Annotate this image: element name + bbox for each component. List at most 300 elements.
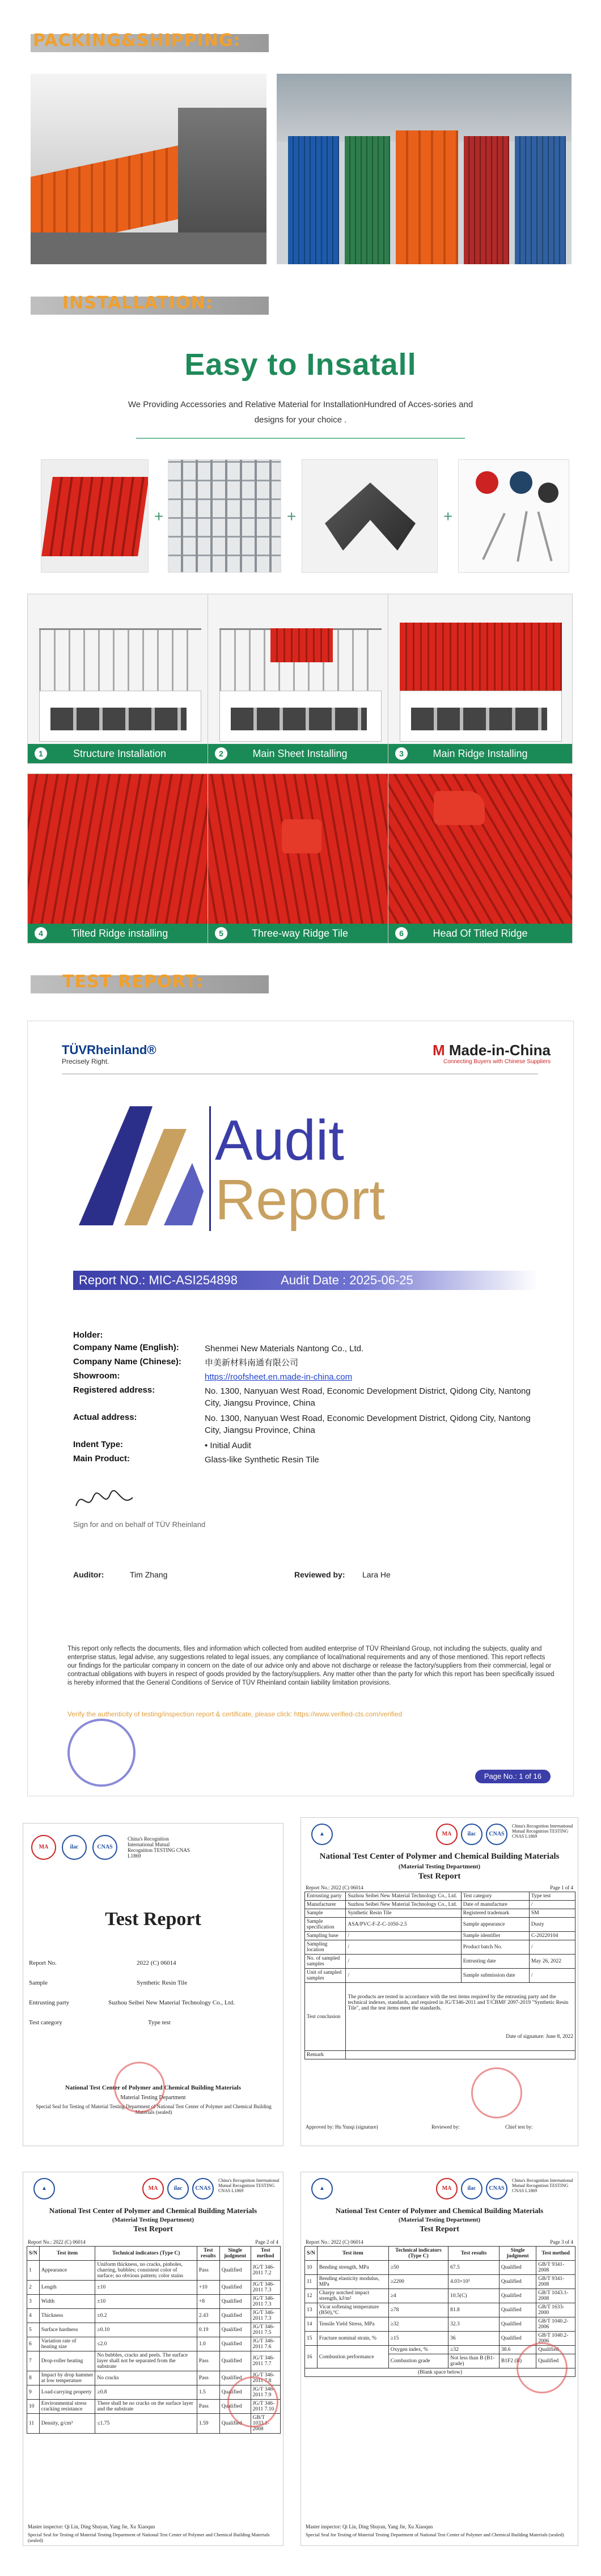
table-cell: Qualified [219,2281,251,2295]
table-cell: Qualified [499,2332,536,2346]
table-cell: Pass [197,2371,219,2385]
table-cell: ≥78 [388,2303,448,2317]
table-row [27,2323,281,2337]
seal-note: Special Seal for Testing of Material Testing Department of National Test Center of Polymer and Chemical Building Materials (sealed) [28,2532,270,2543]
tuv-tagline: Precisely Right. [62,1058,109,1065]
table-cell: ≤1.75 [95,2414,197,2434]
field-value: Glass-like Synthetic Resin Tile [205,1455,319,1465]
table-cell: Qualified [499,2289,536,2303]
page-number: Page No.: 1 of 16 [475,1770,551,1783]
table-cell: 10 [27,2400,40,2414]
table-cell: Qualified [219,2309,251,2323]
table-cell: 10.5(C) [448,2289,500,2303]
table-cell: 32.3 [448,2317,500,2332]
table-cell: Drop-roller heating [39,2351,95,2371]
table-cell: JG/T 346-2011 7.3 [251,2309,280,2323]
table-cell: JG/T 346-2011 7.8 [251,2371,280,2385]
table-cell: 4.03×10³ [448,2275,500,2289]
divider [209,1106,211,1231]
table-cell: 38.6 [499,2346,536,2354]
table-cell: Test method [536,2247,575,2261]
easy-install-subtitle: We Providing Accessories and Relative Material for InstallationHundred of Acces-sories and designs for your choice . [128,400,473,425]
table-cell: Qualified [219,2414,251,2434]
ma-badge: MA [436,1824,458,1845]
table-cell: 1.0 [197,2337,219,2351]
table-cell: 1.5 [197,2385,219,2400]
audit-date: Audit Date : 2025-06-25 [281,1273,413,1287]
step-number: 2 [215,747,227,760]
table-cell: 1.59 [197,2414,219,2434]
table-cell: ≥2200 [388,2275,448,2289]
table-cell: Manufacturer [305,1901,346,1909]
cnas-badge: CNAS [486,1824,507,1845]
signature-caption: Sign for and on behalf of TÜV Rheinland [73,1520,206,1529]
table-cell: Suzhou Seibei New Material Technology Co., Ltd. [346,1892,461,1901]
table-cell: Surface hardness [39,2323,95,2337]
field-label: Registered address: [73,1385,155,1395]
table-cell: GB/T 1040.2-2006 [536,2332,575,2346]
field-label: Actual address: [73,1412,137,1422]
table-cell: ±0.2 [95,2309,197,2323]
table-row [305,2275,575,2289]
table-cell: Unit of sampled samples [305,1969,346,1983]
test-report-title: Test Report [105,1909,201,1930]
field-value: Suzhou Seibei New Material Technology Co., Ltd. [108,1999,235,2006]
installation-title: INSTALLATION: [62,293,213,313]
table-cell: 1 [27,2261,40,2281]
table-cell: / [346,1932,461,1940]
table-row [27,2281,281,2295]
center-logo: ▲ [33,2178,55,2199]
test-report-page-3 [300,2172,578,2546]
field-label: Company Name (Chinese): [73,1357,181,1367]
table-header-row [27,2247,281,2261]
table-cell: GB/T 1633-2000 [536,2303,575,2317]
department-name: (Material Testing Department) [398,1863,481,1870]
report-number: Report NO.: MIC-ASI254898 [79,1273,238,1287]
table-cell: Load-carrying property [39,2385,95,2400]
center-name: National Test Center of Polymer and Chemical Building Materials [49,2206,257,2215]
step-card-5 [208,773,392,944]
table-cell: There shall be no cracks on the surface layer and the substrate [95,2400,197,2414]
packing-photo-warehouse [277,74,572,264]
table-cell: JG/T 346-2011 7.3 [251,2295,280,2309]
table-cell: Registered trademark [461,1909,529,1918]
table-cell: Technical indicators (Type C) [388,2247,448,2261]
cnas-note: China's Recognition International Mutual Recognition TESTING CNAS L1869 [218,2178,280,2193]
test-title: TEST REPORT: [62,972,204,992]
field-value: • Initial Audit [205,1441,251,1450]
table-cell: Sample [305,1909,346,1918]
table-cell: GB/T 9341-2008 [536,2261,575,2275]
table-cell: Qualified [219,2371,251,2385]
ilac-badge: ilac [62,1835,87,1860]
table-cell: Qualified [499,2317,536,2332]
table-row [27,2261,281,2281]
table-cell: No bubbles, cracks and peels. The surface layer shall not be separated from the substrate [95,2351,197,2371]
ma-badge: MA [142,2178,164,2199]
table-cell: 10 [305,2261,318,2275]
table-cell: Synthetic Resin Tile [346,1909,461,1918]
auditor-name: Tim Zhang [130,1570,168,1579]
audit-word: Audit [215,1109,344,1172]
table-cell: Combustion performance [317,2346,388,2368]
plus-icon: + [443,507,453,525]
table-cell: Test item [317,2247,388,2261]
field-value: No. 1300, Nanyuan West Road, Economic Development District, Qidong City, Nantong City, Jiangsu Province, China [205,1414,531,1435]
accessory-photo-sheet [41,459,149,573]
table-cell: 16 [305,2346,318,2368]
table-cell: +10 [197,2281,219,2295]
table-cell: / [529,1940,575,1955]
table-cell: Charpy notched impact strength, kJ/m² [317,2289,388,2303]
table-row [305,1932,575,1940]
table-cell: Qualified [219,2323,251,2337]
table-cell: Sampling base [305,1932,346,1940]
table-cell: Technical indicators (Type C) [95,2247,197,2261]
table-row [305,2303,575,2317]
table-cell: 9 [27,2385,40,2400]
table-cell: ≥15 [388,2332,448,2346]
table-cell: 81.8 [448,2303,500,2317]
report-word: Report [215,1168,386,1232]
table-cell: 13 [305,2303,318,2317]
department-name: (Material Testing Department) [112,2217,194,2223]
table-row [305,2261,575,2275]
table-cell: 7 [27,2351,40,2371]
table-cell: S/N [305,2247,318,2261]
table-row [305,1969,575,1983]
approved-by: Approved by: Hu Yunqi (signature) [306,2124,378,2130]
table-cell: Test category [461,1892,529,1901]
table-cell: Impact by drop hammer at low temperature [39,2371,95,2385]
table-cell: Sample submission date [461,1969,529,1983]
field-label: Report No. [29,1960,57,1966]
table-row [305,1901,575,1909]
table-header-row [305,2247,575,2261]
table-cell: Combustion grade [388,2354,448,2368]
test-report-page-2 [23,2172,283,2546]
table-cell: Test item [39,2247,95,2261]
table-cell: Appearance [39,2261,95,2281]
table-row [305,1983,575,2051]
table-cell: Width [39,2295,95,2309]
table-row [305,1940,575,1955]
table-cell: 5 [27,2323,40,2337]
made-in-china-logo: M Made-in-China [432,1042,551,1059]
step-number: 6 [395,927,408,940]
seal-note: Special Seal for Testing of Material Testing Department of National Test Center of Polymer and Chemical Building Materials (sealed) [36,2104,272,2115]
table-cell: 2 [27,2281,40,2295]
table-cell: Dusty [529,1918,575,1932]
reviewed-by: Reviewed by: [431,2124,460,2130]
seal-note: Special Seal for Testing of Material Testing Department of National Test Center of Polymer and Chemical Building Materials (sealed) [306,2532,564,2537]
table-row [27,2351,281,2371]
table-cell: Test results [197,2247,219,2261]
auditor-label: Auditor: [73,1570,104,1579]
table-cell: 0.19 [197,2323,219,2337]
ma-badge: MA [31,1835,56,1860]
table-row [305,1909,575,1918]
step-caption: 3 Main Ridge Installing [388,744,572,763]
table-row [305,1955,575,1969]
red-stamp [114,2062,165,2113]
red-stamp [227,2376,278,2427]
table-cell: Sample appearance [461,1918,529,1932]
table-cell: +8 [197,2295,219,2309]
report-no: Report No.: 2022 (C) 06014 [306,1885,363,1890]
step-card-3 [388,594,573,764]
table-cell: 11 [27,2414,40,2434]
table-cell: GB/T 9341-2008 [536,2275,575,2289]
table-cell: Qualified [499,2275,536,2289]
table-cell: Type test [529,1892,575,1901]
table-cell: Qualified [536,2354,575,2368]
table-cell: ±10 [95,2295,197,2309]
table-cell: Suzhou Seibei New Material Technology Co., Ltd. [346,1901,461,1909]
field-label: Entrusting party [29,1999,70,2006]
field-label: Indent Type: [73,1440,124,1449]
center-name: National Test Center of Polymer and Chemical Building Materials [65,2084,242,2091]
table-cell: GB/T 1040.2-2006 [536,2317,575,2332]
info-table [304,1892,575,2059]
table-cell [346,2051,575,2059]
field-value: Shenmei New Materials Nantong Co., Ltd. [205,1344,364,1353]
center-logo: ▲ [311,2178,333,2199]
doc-title: Test Report [418,1872,461,1881]
table-cell: Oxygen index, % [388,2346,448,2354]
page-no: Page 3 of 4 [550,2239,573,2245]
ma-badge: MA [436,2178,458,2199]
table-cell: ≥32 [388,2317,448,2332]
verify-link[interactable]: Verify the authenticity of testing/inspection report & certificate, please click: https://www.verified-cts.com/verified [67,1710,403,1718]
table-cell: GB/T 1043.1-2008 [536,2289,575,2303]
table-cell: Qualified [499,2303,536,2317]
table-cell: S/N [27,2247,40,2261]
table-cell: May 26, 2022 [529,1955,575,1969]
disclaimer-text: This report only reflects the documents, files and information which collected from audited enterprise of TÜV Rheinland Group, not including the subjects, quality and enterprise status, legal advise, any suggestions related to legal issues, any compliance of local/national requirements and any of those mentioned. This report reflects our findings for the particular company in concern on the date of our advice only and above not discharge or release the factory/suppliers from their commercial, legal or contractual obligations with buyers in respect of goods provided by the factory/suppliers. Any matter other than the party for which this report has been specifically issued is hereby informed that the General Conditions of Service of TÜV Rheinland contain liability limitation provisions. [67,1646,555,1686]
center-name: National Test Center of Polymer and Chemical Building Materials [335,2206,544,2215]
table-cell: Qualified [219,2385,251,2400]
table-cell: ≥4 [388,2289,448,2303]
table-cell: 11 [305,2275,318,2289]
ilac-badge: ilac [167,2178,189,2199]
table-cell: 15 [305,2332,318,2346]
table-row [305,1918,575,1932]
red-stamp [471,2067,522,2118]
table-cell: Remark [305,2051,346,2059]
assessment-seal [67,1719,136,1787]
table-cell: JG/T 346-2011 7.9 [251,2385,280,2400]
table-cell: Density, g/cm³ [39,2414,95,2434]
department-name: (Material Testing Department) [398,2217,481,2223]
table-cell: ±10 [95,2281,197,2295]
step-caption: 2 Main Sheet Installing [208,744,392,763]
step-caption: 1 Structure Installation [28,744,211,763]
report-no: Report No.: 2022 (C) 06014 [306,2239,363,2245]
table-row [27,2337,281,2351]
table-cell: Environmental stress cracking resistance [39,2400,95,2414]
step-caption: 5 Three-way Ridge Tile [208,924,392,943]
table-cell: Single judgment [219,2247,251,2261]
table-cell: JG/T 346-2011 7.3 [251,2281,280,2295]
step-card-2 [208,594,392,764]
doc-title: Test Report [133,2225,173,2234]
table-cell: No cracks [95,2371,197,2385]
field-value: 申美新材料南通有限公司 [205,1358,299,1368]
doc-title: Test Report [420,2225,459,2234]
divider [62,1073,538,1075]
table-cell: ≥32 [448,2346,500,2354]
field-value: 2022 (C) 06014 [137,1960,176,1966]
table-cell: Qualified [219,2351,251,2371]
table-cell: Variation rate of heating size [39,2337,95,2351]
cnas-badge: CNAS [92,1835,117,1860]
table-cell: JG/T 346-2011 7.6 [251,2337,280,2351]
table-cell: Pass [197,2351,219,2371]
table-cell: No. of sampled samples [305,1955,346,1969]
cnas-badge: CNAS [486,2178,507,2199]
table-cell: Bending elasticity modulus, MPa [317,2275,388,2289]
cnas-note: China's Recognition International Mutual Recognition TESTING CNAS L1869 [512,2178,573,2193]
packing-title: PACKING&SHIPPING: [33,31,241,50]
table-cell: ≥0.10 [95,2323,197,2337]
chief-test-by: Chief test by: [505,2124,533,2130]
page-no: Page 1 of 4 [550,1885,573,1890]
table-cell: The products are tested in accordance with the test items required by the entrusting party and the technical indexes, standards, and required in JG/T346-2011 and T/CBMF 2097-2019 "Synthetic Resin Tile", and the test items meet the standards. Date of signature: June 8, 2022 [346,1983,575,2051]
reviewer-label: Reviewed by: [294,1570,345,1579]
field-value: Type test [148,2019,171,2026]
mic-tagline: Connecting Buyers with Chinese Suppliers [443,1059,551,1065]
table-cell: Fracture nominal strain, % [317,2332,388,2346]
table-cell: 4 [27,2309,40,2323]
field-label: Sample [29,1979,48,1986]
step-number: 5 [215,927,227,940]
field-label: Showroom: [73,1371,120,1381]
plus-icon: + [154,507,164,525]
step-number: 3 [395,747,408,760]
center-name: National Test Center of Polymer and Chemical Building Materials [319,1852,560,1861]
table-cell: 67.5 [448,2261,500,2275]
audit-logo-icon [79,1106,204,1225]
report-no: Report No.: 2022 (C) 06014 [28,2239,86,2245]
table-cell: (Blank space below) [305,2368,575,2377]
cnas-note: China's Recognition International Mutual Recognition TESTING CNAS L1869 [128,1836,190,1859]
table-cell: C-20220104 [529,1932,575,1940]
table-cell: Qualified [536,2346,575,2354]
field-value: Synthetic Resin Tile [137,1979,188,1986]
plus-icon: + [287,507,297,525]
table-cell: 8 [27,2371,40,2385]
table-cell: 14 [305,2317,318,2332]
accessory-photo-frame [168,459,281,573]
table-cell: B1F2 (B) [499,2354,536,2368]
table-cell: ASA/PVC-F-Z-C-1050-2.5 [346,1918,461,1932]
step-number: 1 [35,747,47,760]
table-row [305,2051,575,2059]
table-cell: Sample identifier [461,1932,529,1940]
table-cell: Tensile Yield Stress, MPa [317,2317,388,2332]
test-report-page-1 [300,1817,578,2146]
table-row [305,1892,575,1901]
table-cell: Test conclusion [305,1983,346,2051]
field-label: Company Name (English): [73,1343,179,1352]
master-inspector: Master inspector: Qi Lin, Ding Shuyan, Yang Jie, Xu Xiaoqun [306,2524,433,2530]
table-cell: Test method [251,2247,280,2261]
table-cell: 36 [448,2332,500,2346]
table-cell: Qualified [219,2295,251,2309]
step-card-1 [27,594,212,764]
table-cell: Qualified [219,2400,251,2414]
table-cell: 3 [27,2295,40,2309]
table-cell: Pass [197,2400,219,2414]
showroom-link[interactable]: https://roofsheet.en.made-in-china.com [205,1372,353,1382]
table-cell: / [346,1940,461,1955]
table-cell: Uniform thickness, no cracks, pinholes, charring, bubbles; consistent color of surface; no obvious pattern; color stains [95,2261,197,2281]
test-report-cover [23,1823,283,2146]
table-cell: / [529,1901,575,1909]
page-no: Page 2 of 4 [255,2239,278,2245]
table-cell: JG/T 346-2011 7.7 [251,2351,280,2371]
divider [136,438,465,439]
table-cell: Sample specification [305,1918,346,1932]
accessory-photo-screws [458,459,569,573]
table-cell: Product batch No. [461,1940,529,1955]
audit-report-page [27,1021,574,1796]
accessory-photo-ridge [302,459,438,573]
report-number-bar [73,1271,538,1290]
table-cell: Entrusting date [461,1955,529,1969]
table-cell: Vicat softening temperature (B50),°C [317,2303,388,2317]
step-caption: 4 Tilted Ridge installing [28,924,211,943]
table-cell: ≤2.0 [95,2337,197,2351]
table-cell: Pass [197,2261,219,2281]
table-cell: Qualified [219,2337,251,2351]
cnas-note: China's Recognition International Mutual Recognition TESTING CNAS L1869 [512,1824,573,1839]
table-cell: Not less than B (B1-grade) [448,2354,500,2368]
cnas-badge: CNAS [192,2178,214,2199]
table-row [27,2309,281,2323]
table-row [305,2289,575,2303]
table-cell: Date of manufacture [461,1901,529,1909]
packing-photo-truck [31,74,266,264]
table-cell: / [529,1969,575,1983]
table-cell: Qualified [499,2261,536,2275]
table-cell: Entrusting party [305,1892,346,1901]
table-cell: JG/T 346-2011 7.2 [251,2261,280,2281]
ilac-badge: ilac [461,2178,483,2199]
table-cell: Thickness [39,2309,95,2323]
table-cell: JG/T 346-2011 7.10 [251,2400,280,2414]
reviewer-name: Lara He [362,1570,391,1579]
table-cell: 12 [305,2289,318,2303]
ilac-badge: ilac [461,1824,483,1845]
field-label: Test category [29,2019,62,2026]
table-cell: 6 [27,2337,40,2351]
field-label: Main Product: [73,1454,130,1463]
department-name: Material Testing Department [120,2095,186,2101]
table-cell: / [346,1969,461,1983]
holder-label: Holder: [73,1330,103,1340]
step-card-4 [27,773,212,944]
table-cell: JG/T 346-2011 7.5 [251,2323,280,2337]
step-caption: 6 Head Of Titled Ridge [388,924,572,943]
table-cell: GB/T 1033.1-2008 [251,2414,280,2434]
table-cell: Sampling location [305,1940,346,1955]
table-cell: ≥50 [388,2261,448,2275]
table-cell: Test results [448,2247,500,2261]
master-inspector: Master inspector: Qi Lin, Ding Shuyan, Yang Jie, Xu Xiaoqun [28,2524,155,2530]
